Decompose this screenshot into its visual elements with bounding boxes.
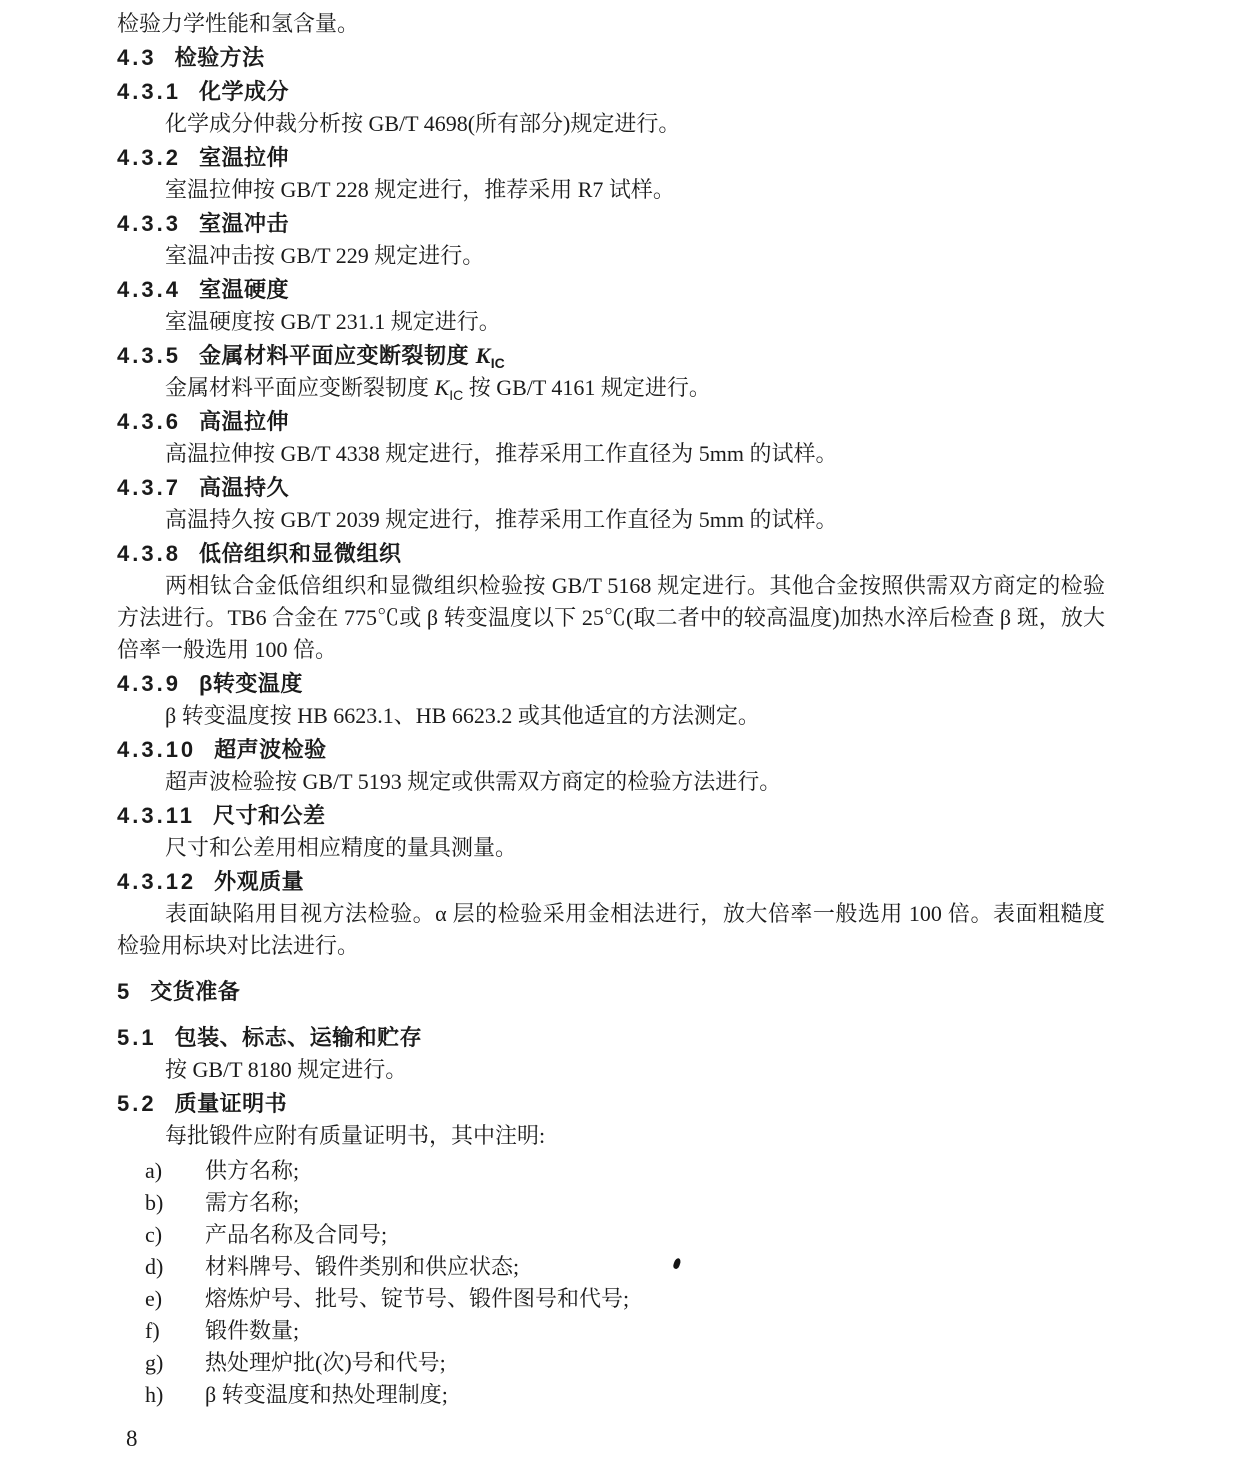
section-title: 外观质量 <box>214 869 305 894</box>
item-text: 产品名称及合同号; <box>205 1222 388 1247</box>
item-letter: e) <box>145 1286 163 1311</box>
section-title: 室温拉伸 <box>198 145 289 170</box>
paragraph-4-3-7: 高温持久按 GB/T 2039 规定进行，推荐采用工作直径为 5mm 的试样。 <box>165 507 838 532</box>
paragraph-4-3-8: 两相钛合金低倍组织和显微组织检验按 GB/T 5168 规定进行。其他合金按照供需双方商定的检验方法进行。TB6 合金在 775℃或 β 转变温度以下 25℃(取二者中的较高温度)加热水淬后检查 β 斑，放大倍率一般选用 100 倍。 <box>117 573 1105 662</box>
heading-4-3-2 <box>117 142 1105 174</box>
heading-4-3-1 <box>117 76 1105 108</box>
section-number: 5.2 <box>117 1091 157 1116</box>
section-number: 4.3.2 <box>117 145 181 170</box>
certificate-item-h <box>145 1379 1105 1411</box>
section-title: 高温持久 <box>198 475 289 500</box>
paragraph-4-3-10: 超声波检验按 GB/T 5193 规定或供需双方商定的检验方法进行。 <box>165 769 782 794</box>
paragraph-4-3-12: 表面缺陷用目视方法检验。α 层的检验采用金相法进行，放大倍率一般选用 100 倍。表面粗糙度检验用标块对比法进行。 <box>117 901 1105 958</box>
section-number: 4.3.12 <box>117 869 197 894</box>
certificate-item-b <box>145 1187 1105 1219</box>
section-title: 金属材料平面应变断裂韧度 <box>198 343 476 368</box>
item-letter: d) <box>145 1254 164 1279</box>
fracture-toughness-symbol: K <box>434 375 450 400</box>
certificate-item-f <box>145 1315 1105 1347</box>
section-number: 4.3.7 <box>117 475 181 500</box>
item-letter: h) <box>145 1382 164 1407</box>
certificate-item-e <box>145 1283 1105 1315</box>
section-title: 室温冲击 <box>198 211 289 236</box>
heading-4-3-10 <box>117 734 1105 766</box>
paragraph-4-3-11: 尺寸和公差用相应精度的量具测量。 <box>165 835 518 860</box>
heading-4-3-11 <box>117 800 1105 832</box>
section-number: 4.3.9 <box>117 671 181 696</box>
heading-4-3-4 <box>117 274 1105 306</box>
section-title: 化学成分 <box>198 79 289 104</box>
certificate-item-c <box>145 1219 1105 1251</box>
certificate-list <box>117 1155 1105 1411</box>
item-letter: c) <box>145 1222 163 1247</box>
item-letter: b) <box>145 1190 164 1215</box>
section-title: 高温拉伸 <box>198 409 289 434</box>
section-number: 4.3.8 <box>117 541 181 566</box>
section-title: 交货准备 <box>150 979 241 1004</box>
paragraph-4-3-6: 高温拉伸按 GB/T 4338 规定进行，推荐采用工作直径为 5mm 的试样。 <box>165 441 838 466</box>
section-number: 4.3 <box>117 45 157 70</box>
fracture-toughness-symbol: K <box>475 343 491 368</box>
paragraph-4-3-1: 化学成分仲裁分析按 GB/T 4698(所有部分)规定进行。 <box>165 111 681 136</box>
section-number: 4.3.1 <box>117 79 181 104</box>
section-number: 4.3.4 <box>117 277 181 302</box>
item-text: 需方名称; <box>205 1190 300 1215</box>
section-number: 5 <box>117 979 133 1004</box>
section-number: 4.3.10 <box>117 737 197 762</box>
item-letter: g) <box>145 1350 164 1375</box>
fracture-toughness-subscript: IC <box>449 387 464 403</box>
section-title: 检验方法 <box>174 45 265 70</box>
heading-4-3-8 <box>117 538 1105 570</box>
heading-4-3-6 <box>117 406 1105 438</box>
certificate-item-a <box>145 1155 1105 1187</box>
item-letter: a) <box>145 1158 163 1183</box>
paragraph-4-3-9: β 转变温度按 HB 6623.1、HB 6623.2 或其他适宜的方法测定。 <box>165 703 760 728</box>
section-title: 质量证明书 <box>174 1091 288 1116</box>
item-letter: f) <box>145 1318 160 1343</box>
paragraph-4-3-4: 室温硬度按 GB/T 231.1 规定进行。 <box>165 309 501 334</box>
item-text: 供方名称; <box>205 1158 300 1183</box>
heading-4-3-5 <box>117 340 1105 372</box>
paragraph-4-3-5 <box>117 372 1105 404</box>
section-title: β转变温度 <box>198 671 303 696</box>
item-text: 热处理炉批(次)号和代号; <box>205 1350 446 1375</box>
intro-paragraph: 检验力学性能和氢含量。 <box>117 11 360 36</box>
paragraph-text: 按 GB/T 4161 规定进行。 <box>463 375 711 400</box>
paragraph-4-3-2: 室温拉伸按 GB/T 228 规定进行，推荐采用 R7 试样。 <box>165 177 675 202</box>
section-title: 尺寸和公差 <box>212 803 326 828</box>
section-number: 4.3.6 <box>117 409 181 434</box>
section-number: 5.1 <box>117 1025 157 1050</box>
section-title: 超声波检验 <box>214 737 327 762</box>
page-number: 8 <box>126 1426 138 1451</box>
paragraph-text: 金属材料平面应变断裂韧度 <box>165 375 435 400</box>
paragraph-5-1: 按 GB/T 8180 规定进行。 <box>165 1057 408 1082</box>
heading-4-3-9 <box>117 668 1105 700</box>
item-text: 锻件数量; <box>205 1318 300 1343</box>
section-title: 低倍组织和显微组织 <box>198 541 402 566</box>
section-number: 4.3.11 <box>117 803 195 828</box>
paragraph-5-2: 每批锻件应附有质量证明书，其中注明: <box>165 1123 546 1148</box>
paragraph-4-3-3: 室温冲击按 GB/T 229 规定进行。 <box>165 243 485 268</box>
heading-5-1 <box>117 1022 1105 1054</box>
item-text: 熔炼炉号、批号、锭节号、锻件图号和代号; <box>205 1286 630 1311</box>
section-number: 4.3.5 <box>117 343 181 368</box>
fracture-toughness-subscript: IC <box>490 355 505 371</box>
section-title: 室温硬度 <box>198 277 289 302</box>
heading-4-3-3 <box>117 208 1105 240</box>
heading-5 <box>117 976 1105 1008</box>
certificate-item-g <box>145 1347 1105 1379</box>
heading-4-3-12 <box>117 866 1105 898</box>
heading-5-2 <box>117 1088 1105 1120</box>
section-title: 包装、标志、运输和贮存 <box>174 1025 423 1050</box>
document-content <box>117 8 1105 1411</box>
heading-4-3-7 <box>117 472 1105 504</box>
certificate-item-d <box>145 1251 1105 1283</box>
item-text: 材料牌号、锻件类别和供应状态; <box>205 1254 520 1279</box>
section-number: 4.3.3 <box>117 211 181 236</box>
heading-4-3 <box>117 42 1105 74</box>
item-text: β 转变温度和热处理制度; <box>205 1382 448 1407</box>
